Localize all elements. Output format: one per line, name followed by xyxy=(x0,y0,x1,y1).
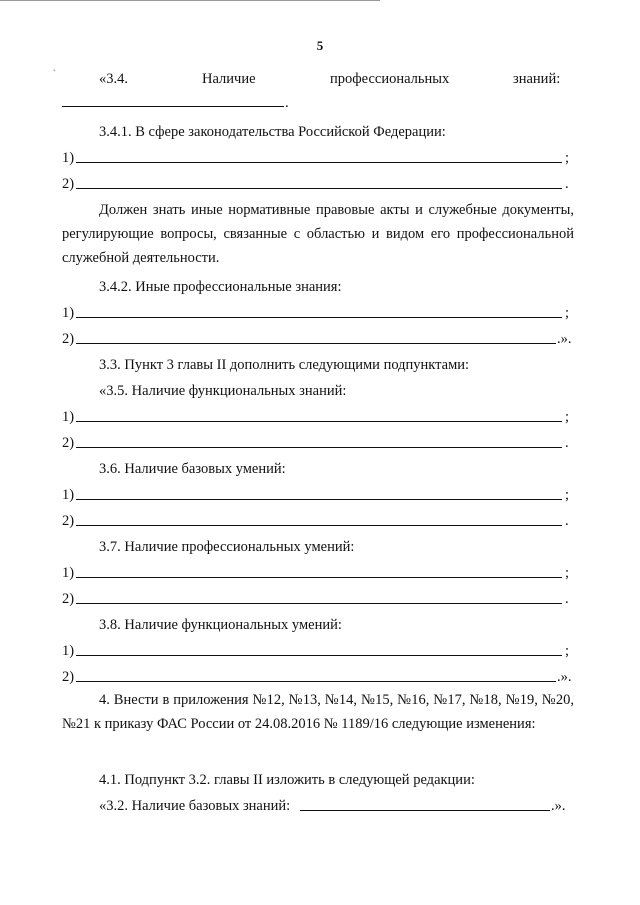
section-3-8-item2-end: .». xyxy=(557,669,572,685)
paragraph-4: 4. Внести в приложения №12, №13, №14, №15, №16, №17, №18, №19, №20, №21 к приказу ФАС России от 24.08.2016 № 1189/16 следующие изменения: xyxy=(62,692,574,732)
section-3-6-item1-end: ; xyxy=(565,487,570,503)
scan-top-edge xyxy=(0,0,380,1)
section-3-4-2-item1-label: 1) xyxy=(62,305,75,321)
section-3-4-1-item1-label: 1) xyxy=(62,150,75,166)
section-3-6-item1-label: 1) xyxy=(62,487,75,503)
section-3-4-blank xyxy=(62,106,284,107)
point-4-1: 4.1. Подпункт 3.2. главы II изложить в следующей редакции: xyxy=(99,772,475,788)
section-3-8-item1-label: 1) xyxy=(62,643,75,659)
section-3-8-item2-blank xyxy=(76,681,556,682)
section-3-4-word-2: Наличие xyxy=(202,71,256,87)
section-3-5-item2-blank xyxy=(76,447,562,448)
section-3-8-heading: 3.8. Наличие функциональных умений: xyxy=(99,617,342,633)
section-3-6-item2-blank xyxy=(76,525,562,526)
section-3-4-1-item1-end: ; xyxy=(565,150,570,166)
section-3-4-2-item1-blank xyxy=(76,317,562,318)
section-3-7-heading: 3.7. Наличие профессиональных умений: xyxy=(99,539,355,555)
section-3-5-item1-end: ; xyxy=(565,409,570,425)
section-3-5-heading: «3.5. Наличие функциональных знаний: xyxy=(99,383,347,399)
paragraph-must-know: Должен знать иные нормативные правовые акты и служебные документы, регулирующие вопросы, связанные с областью и видом его профессиональной служебной деятельности. xyxy=(62,202,574,266)
section-3-4-1-item1-blank xyxy=(76,162,562,163)
section-3-7-item1-end: ; xyxy=(565,565,570,581)
section-3-5-item2-label: 2) xyxy=(62,435,75,451)
section-3-8-item1-blank xyxy=(76,655,562,656)
section-3-5-item1-blank xyxy=(76,421,562,422)
section-3-2-end: .». xyxy=(551,798,566,814)
section-3-4-1-item2-end: . xyxy=(565,176,569,192)
section-3-4-1-item2-blank xyxy=(76,188,562,189)
section-3-7-item2-label: 2) xyxy=(62,591,75,607)
section-3-5-item1-label: 1) xyxy=(62,409,75,425)
section-3-7-item1-blank xyxy=(76,577,562,578)
section-3-4-2-item2-end: .». xyxy=(557,331,572,347)
section-3-7-item2-end: . xyxy=(565,591,569,607)
section-3-2-label: «3.2. Наличие базовых знаний: xyxy=(99,798,291,814)
section-3-6-heading: 3.6. Наличие базовых умений: xyxy=(99,461,286,477)
section-3-4-word-4: знаний: xyxy=(513,71,561,87)
section-3-7-item2-blank xyxy=(76,603,562,604)
section-3-4-end: . xyxy=(285,95,289,111)
section-3-4-2-item2-blank xyxy=(76,343,556,344)
section-3-4-1-heading: 3.4.1. В сфере законодательства Российской Федерации: xyxy=(99,124,446,140)
section-3-6-item1-blank xyxy=(76,499,562,500)
point-3-3: 3.3. Пункт 3 главы II дополнить следующими подпунктами: xyxy=(99,357,470,373)
section-3-8-item1-end: ; xyxy=(565,643,570,659)
section-3-8-item2-label: 2) xyxy=(62,669,75,685)
section-3-4-1-item2-label: 2) xyxy=(62,176,75,192)
section-3-4-word-3: профессиональных xyxy=(330,71,450,87)
section-3-6-item2-end: . xyxy=(565,513,569,529)
section-3-6-item2-label: 2) xyxy=(62,513,75,529)
scan-mark: ʻ xyxy=(51,66,60,79)
section-3-2-blank xyxy=(300,810,550,811)
section-3-4-2-heading: 3.4.2. Иные профессиональные знания: xyxy=(99,279,342,295)
section-3-4-2-item2-label: 2) xyxy=(62,331,75,347)
section-3-4-word-1: «3.4. xyxy=(99,71,128,87)
section-3-7-item1-label: 1) xyxy=(62,565,75,581)
page-number: 5 xyxy=(316,38,324,53)
section-3-4-2-item1-end: ; xyxy=(565,305,570,321)
section-3-5-item2-end: . xyxy=(565,435,569,451)
